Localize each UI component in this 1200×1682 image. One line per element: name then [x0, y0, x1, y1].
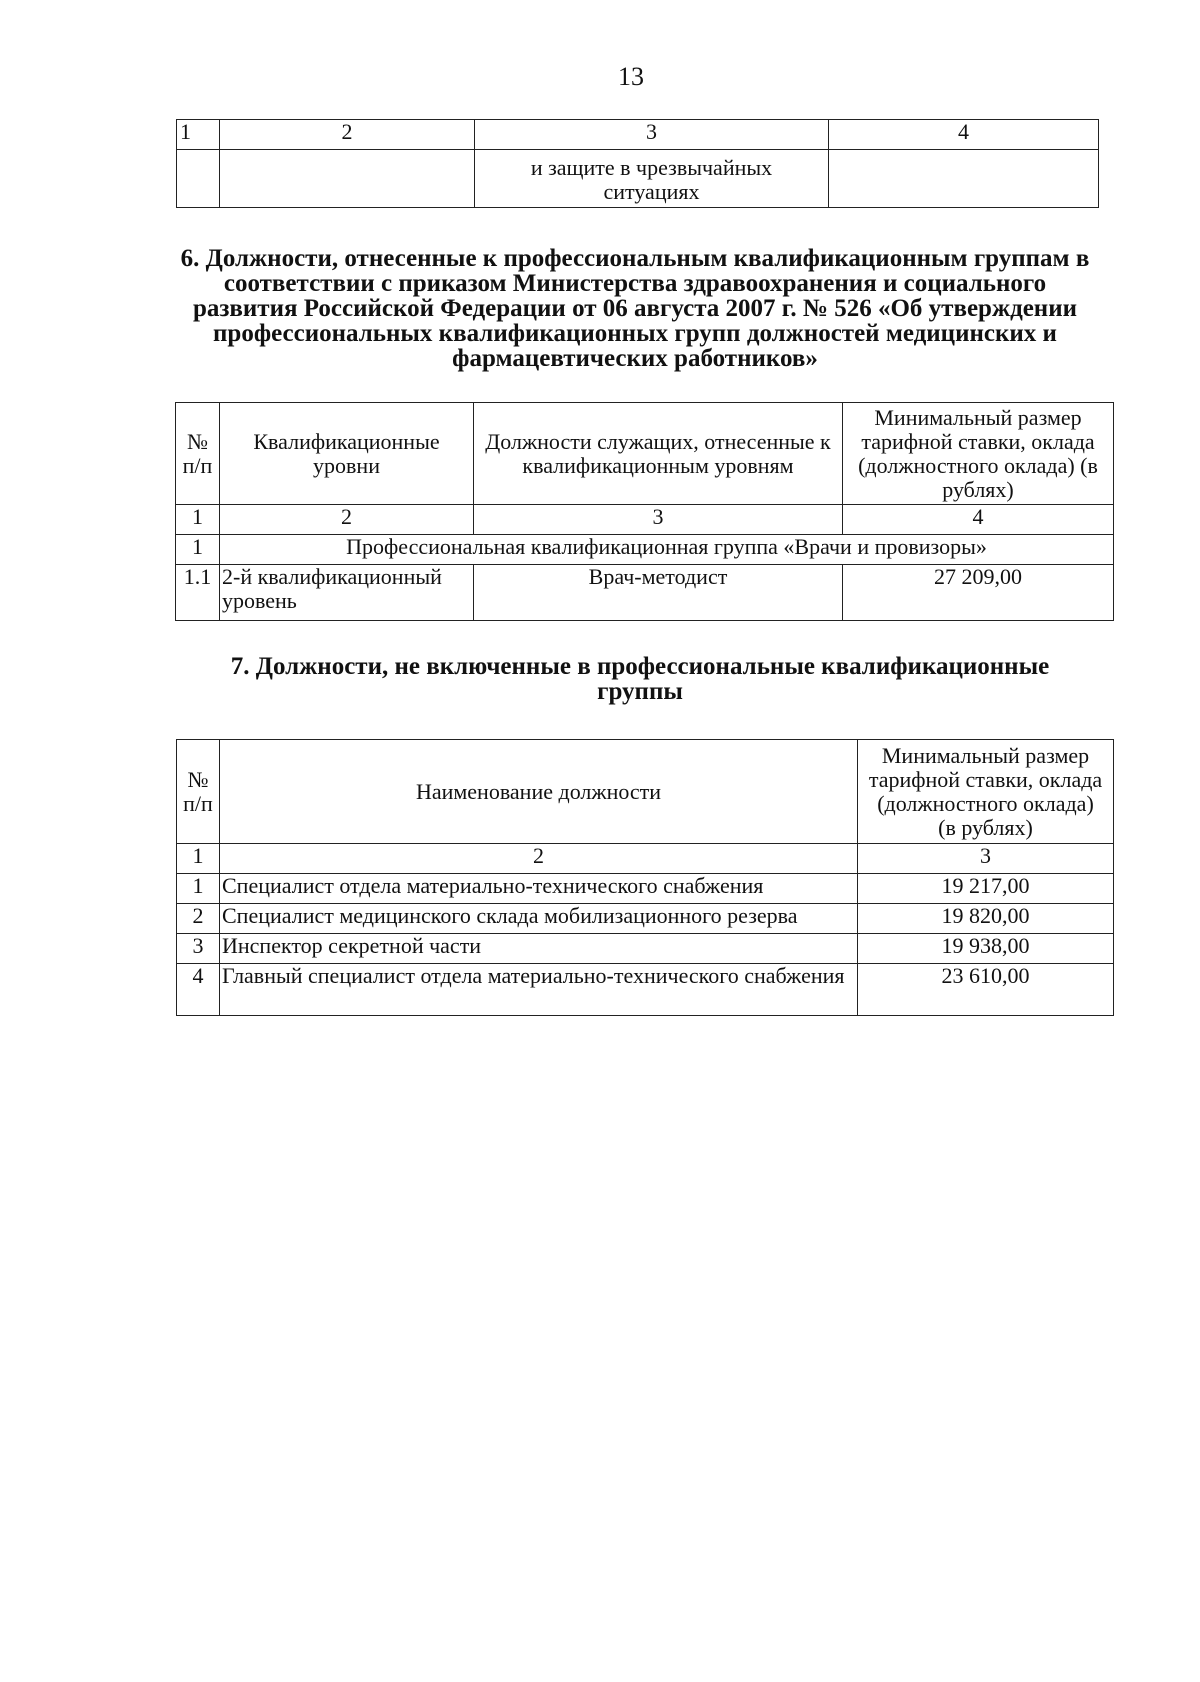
column-number-row — [177, 844, 1114, 874]
section-6-table — [175, 402, 1114, 621]
table-cell — [829, 150, 1099, 208]
table-cell: 27 209,00 — [843, 565, 1114, 621]
table-cell: 4 — [177, 964, 220, 1016]
table-cell: 19 820,00 — [858, 904, 1114, 934]
table-cell: 1 — [176, 535, 220, 565]
header-row — [177, 740, 1114, 844]
table-cell: 1.1 — [176, 565, 220, 621]
table-cell: Главный специалист отдела материально-технического снабжения — [220, 964, 858, 1016]
table-cell: Врач-методист — [474, 565, 843, 621]
column-number-row — [176, 505, 1114, 535]
table-row — [176, 565, 1114, 621]
table-cell: 3 — [474, 505, 843, 535]
column-number-row — [177, 120, 1099, 150]
header-cell: Минимальный размер тарифной ставки, оклада (должностного оклада) (в рублях) — [843, 403, 1114, 505]
header-row — [176, 403, 1114, 505]
page-number: 13 — [618, 62, 644, 91]
header-cell: № п/п — [177, 740, 220, 844]
table-cell: 19 217,00 — [858, 874, 1114, 904]
table-row — [177, 904, 1114, 934]
table-cell: 3 — [475, 120, 829, 150]
section-7-table — [176, 739, 1114, 1016]
table-row — [177, 934, 1114, 964]
table-cell: 1 — [177, 844, 220, 874]
table-cell: Специалист отдела материально-технического снабжения — [220, 874, 858, 904]
header-cell: Должности служащих, отнесенные к квалификационным уровням — [474, 403, 843, 505]
header-cell: Минимальный размер тарифной ставки, оклада (должностного оклада) (в рублях) — [858, 740, 1114, 844]
table-cell: Специалист медицинского склада мобилизационного резерва — [220, 904, 858, 934]
table-cell: 2 — [177, 904, 220, 934]
table-cell: 3 — [858, 844, 1114, 874]
table-cell: 2-й квалификационный уровень — [220, 565, 474, 621]
table-cell: 3 — [177, 934, 220, 964]
table-cell: 4 — [843, 505, 1114, 535]
table-row — [177, 150, 1099, 208]
section-7-title: 7. Должности, не включенные в профессиональные квалификационные группы — [230, 653, 1050, 705]
table-cell: 4 — [829, 120, 1099, 150]
table-cell: 23 610,00 — [858, 964, 1114, 1016]
table-row — [177, 964, 1114, 1016]
header-cell: Квалификационные уровни — [220, 403, 474, 505]
group-row — [176, 535, 1114, 565]
table-cell: 2 — [220, 505, 474, 535]
table-row — [177, 874, 1114, 904]
table-cell: 1 — [177, 874, 220, 904]
group-label: Профессиональная квалификационная группа «Врачи и провизоры» — [220, 535, 1114, 565]
table-cell: Инспектор секретной части — [220, 934, 858, 964]
table-cell — [220, 150, 475, 208]
table-cell: 2 — [220, 844, 858, 874]
header-cell: № п/п — [176, 403, 220, 505]
table-cell: 19 938,00 — [858, 934, 1114, 964]
section-6-title: 6. Должности, отнесенные к профессиональным квалификационным группам в соответствии с приказом Министерства здравоохранения и социального развития Российской Федерации от 06 августа 2007 г. № 526 «Об утверждении профессиональных квалификационных групп должностей медицинских и фармацевтических работников» — [180, 245, 1090, 372]
table-cell: и защите в чрезвычайных ситуациях — [475, 150, 829, 208]
table-cell — [177, 150, 220, 208]
header-cell: Наименование должности — [220, 740, 858, 844]
table-cell: 1 — [177, 120, 220, 150]
table-cell: 2 — [220, 120, 475, 150]
continuation-table — [176, 119, 1099, 208]
table-cell: 1 — [176, 505, 220, 535]
